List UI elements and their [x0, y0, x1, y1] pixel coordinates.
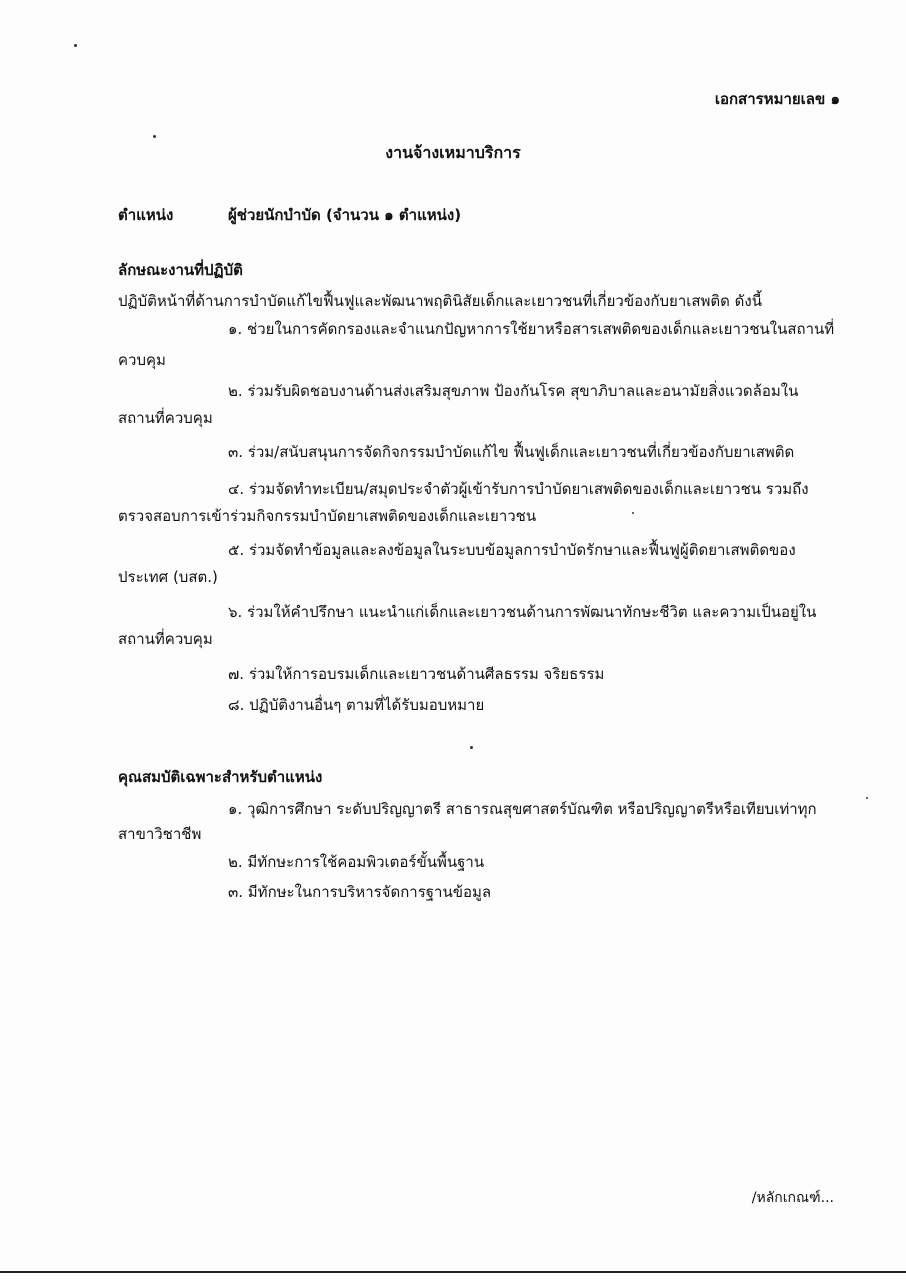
qualification-item-1: ๑. วุฒิการศึกษา ระดับปริญญาตรี สาธารณสุขศาสตร์บัณฑิต หรือปริญญาตรีหรือเทียบเท่าทุก [228, 800, 817, 818]
scan-speck [74, 44, 77, 47]
duties-heading: ลักษณะงานที่ปฏิบัติ [118, 261, 243, 279]
duty-item-2: ๒. ร่วมรับผิดชอบงานด้านส่งเสริมสุขภาพ ป้องกันโรค สุขาภิบาลและอนามัยสิ่งแวดล้อมใน [228, 382, 799, 400]
continuation-note: /หลักเกณฑ์... [751, 1190, 834, 1206]
scan-speck [866, 797, 868, 799]
duty-item-4-cont: ตรวจสอบการเข้าร่วมกิจกรรมบำบัดยาเสพติดของเด็กและเยาวชน [118, 507, 537, 525]
qualifications-heading: คุณสมบัติเฉพาะสำหรับตำแหน่ง [118, 768, 323, 786]
duty-item-5-cont: ประเทศ (บสต.) [118, 568, 218, 586]
duty-item-1: ๑. ช่วยในการคัดกรองและจำแนกปัญหาการใช้ยาหรือสารเสพติดของเด็กและเยาวชนในสถานที่ [228, 320, 835, 338]
duty-item-6: ๖. ร่วมให้คำปรึกษา แนะนำแก่เด็กและเยาวชนด้านการพัฒนาทักษะชีวิต และความเป็นอยู่ใน [228, 603, 817, 621]
qualification-item-1-cont: สาขาวิชาชีพ [118, 825, 202, 843]
position-value: ผู้ช่วยนักบำบัด (จำนวน ๑ ตำแหน่ง) [228, 206, 462, 224]
duty-item-2-cont: สถานที่ควบคุม [118, 409, 213, 427]
duty-item-6-cont: สถานที่ควบคุม [118, 630, 213, 648]
document-number: เอกสารหมายเลข ๑ [714, 90, 840, 108]
scan-speck [632, 512, 634, 514]
scan-speck [153, 135, 156, 138]
duty-item-5: ๕. ร่วมจัดทำข้อมูลและลงข้อมูลในระบบข้อมูลการบำบัดรักษาและฟื้นฟูผู้ติดยาเสพติดของ [228, 541, 796, 559]
duty-item-3: ๓. ร่วม/สนับสนุนการจัดกิจกรรมบำบัดแก้ไข ฟื้นฟูเด็กและเยาวชนที่เกี่ยวข้องกับยาเสพติด [228, 443, 795, 461]
duty-item-7: ๗. ร่วมให้การอบรมเด็กและเยาวชนด้านศีลธรรม จริยธรรม [228, 665, 605, 683]
document-title: งานจ้างเหมาบริการ [385, 143, 521, 162]
page-bottom-rule [0, 1271, 906, 1273]
qualification-item-3: ๓. มีทักษะในการบริหารจัดการฐานข้อมูล [228, 883, 492, 901]
scan-speck [470, 746, 473, 749]
duty-item-8: ๘. ปฏิบัติงานอื่นๆ ตามที่ได้รับมอบหมาย [228, 696, 485, 714]
duty-item-1-cont: ควบคุม [118, 351, 166, 369]
duties-intro: ปฏิบัติหน้าที่ด้านการบำบัดแก้ไขฟื้นฟูและพัฒนาพฤตินิสัยเด็กและเยาวชนที่เกี่ยวข้องกับยาเสพติด ดังนี้ [118, 292, 762, 310]
duty-item-4: ๔. ร่วมจัดทำทะเบียน/สมุดประจำตัวผู้เข้ารับการบำบัดยาเสพติดของเด็กและเยาวชน รวมถึง [228, 480, 809, 498]
qualification-item-2: ๒. มีทักษะการใช้คอมพิวเตอร์ขั้นพื้นฐาน [228, 853, 485, 871]
position-label: ตำแหน่ง [118, 206, 174, 224]
